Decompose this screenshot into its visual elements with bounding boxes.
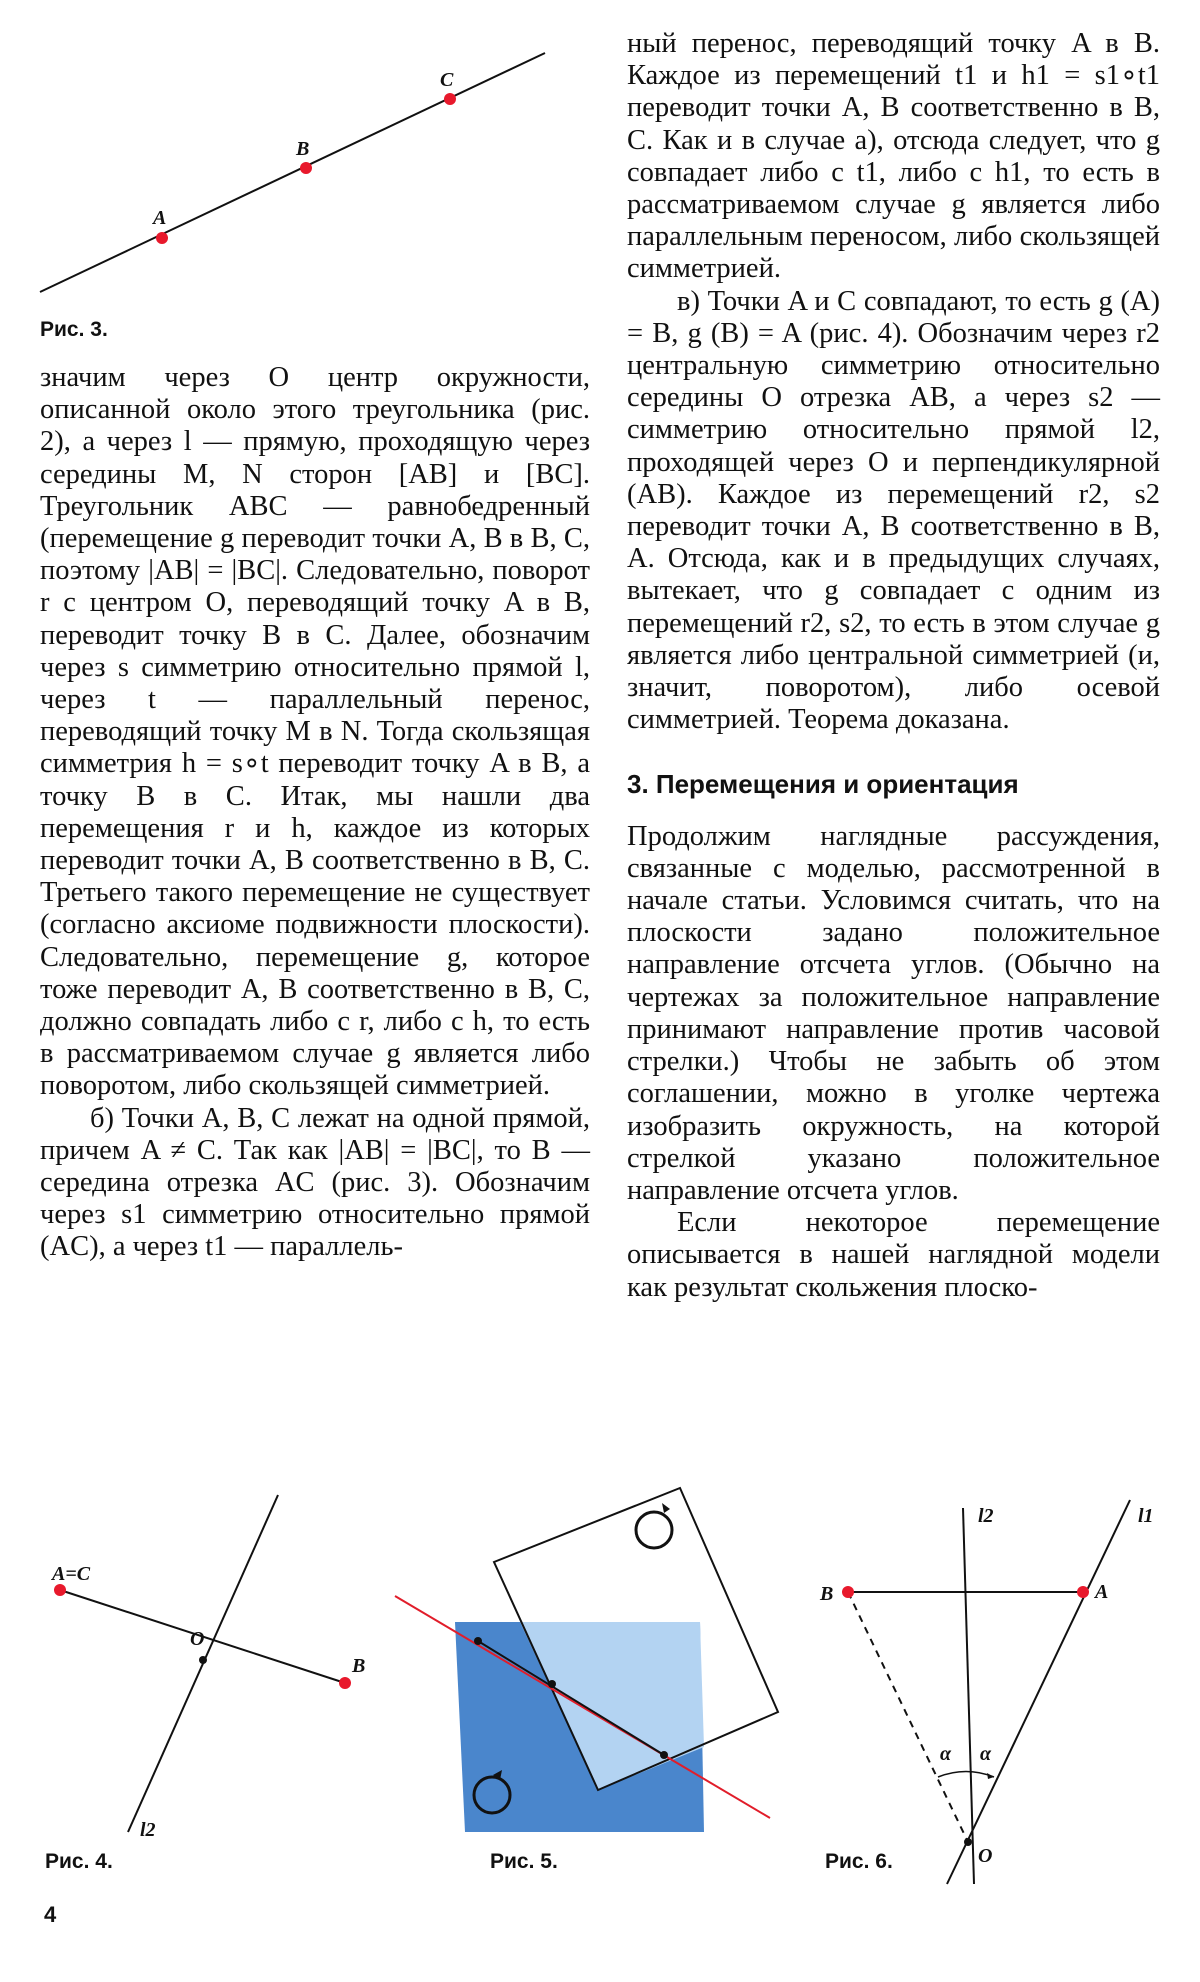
point-b: [300, 162, 312, 174]
page-number: 4: [44, 1902, 57, 1927]
point-c: [444, 93, 456, 105]
figure-5: [395, 1488, 778, 1832]
point-ac: [54, 1584, 66, 1596]
right-column: [627, 28, 1160, 1304]
label-l2-6: l2: [978, 1505, 994, 1527]
section-heading: 3. Перемещения и ориентация: [627, 769, 1019, 800]
label-a6: A: [1095, 1581, 1109, 1603]
left-column: [40, 362, 590, 1264]
right-paragraph-2: в) Точки A и C совпадают, то есть g (A) = B, g (B) = A (рис. 4). Обозначим через r2 центральную симметрию относительно середины O отрезка AB, а через s2 — симметрию относительно прямой l2, проходящей через O и перпендикулярной (AB). Каждое из перемещений r2, s2 переводит точки A, B соответственно в B, A. Отсюда, как и в предыдущих случаях, вытекает, что g совпадает с одним из перемещений r2, s2, то есть в этом случае g является либо центральной симметрией (и, значит, поворотом), либо осевой симметрией. Теорема доказана.: [627, 285, 1160, 736]
point-o: [199, 1656, 207, 1664]
label-b: B: [296, 138, 310, 160]
point-b4: [339, 1677, 351, 1689]
right-paragraph-1: ный перенос, переводящий точку A в B. Каждое из перемещений t1 и h1 = s1∘t1 переводит точки A, B соответственно в B, C. Как и в случае а), отсюда следует, что g совпадает либо с t1, либо с h1, то есть в рассматриваемом случае g является либо параллельным переносом, либо скользящей симметрией.: [627, 28, 1160, 285]
label-alpha-right: α: [980, 1743, 992, 1765]
right-paragraph-3: Продолжим наглядные рассуждения, связанные с моделью, рассмотренной в начале статьи. Условимся считать, что на плоскости задано положительное направление отсчета углов. (Обычно на чертежах за положительное направление принимают направление против часовой стрелки.) Чтобы не забыть об этом соглашении, можно в уголке чертежа изобразить окружность, на которой стрелкой указано положительное направление отсчета углов.: [627, 820, 1160, 1206]
orientation-circle-top: [636, 1512, 672, 1548]
caption-fig3: Рис. 3.: [40, 318, 108, 341]
left-paragraph-2: б) Точки A, B, C лежат на одной прямой, причем A ≠ C. Так как |AB| = |BC|, то B — середина отрезка AC (рис. 3). Обозначим через s1 симметрию относительно прямой (AC), а через t1 — параллель-: [40, 1102, 590, 1263]
label-b4: B: [352, 1655, 366, 1677]
label-ac: A=C: [52, 1563, 91, 1585]
caption-fig4: Рис. 4.: [45, 1850, 113, 1873]
point-a6: [1077, 1586, 1089, 1598]
label-c: C: [440, 69, 454, 91]
right-paragraph-4: Если некоторое перемещение описывается в нашей наглядной модели как результат скольжения плоско-: [627, 1207, 1160, 1303]
point-o6: [964, 1838, 972, 1846]
point-a: [156, 232, 168, 244]
point-b6: [842, 1586, 854, 1598]
caption-fig5: Рис. 5.: [490, 1850, 558, 1873]
label-l1: l1: [1138, 1505, 1154, 1527]
label-b6: B: [820, 1583, 834, 1605]
label-a: A: [153, 207, 167, 229]
caption-fig6: Рис. 6.: [825, 1850, 893, 1873]
label-o6: O: [978, 1845, 993, 1867]
label-o: O: [190, 1628, 205, 1650]
figure-3: [40, 53, 545, 292]
figure-6: [819, 1500, 1154, 1884]
label-alpha-left: α: [940, 1743, 952, 1765]
figure-4: [50, 1495, 365, 1841]
label-l2: l2: [140, 1819, 156, 1841]
left-paragraph-1: значим через O центр окружности, описанной около этого треугольника (рис. 2), а через l — прямую, проходящую через середины M, N сторон [AB] и [BC]. Треугольник ABC — равнобедренный (перемещение g переводит точки A, B в B, C, поэтому |AB| = |BC|. Следовательно, поворот r с центром O, переводящий точку A в B, переводит точку B в C. Далее, обозначим через s симметрию относительно прямой l, через t — параллельный перенос, переводящий точку M в N. Тогда скользящая симметрия h = s∘t переводит точку A в B, а точку B в C. Итак, мы нашли два перемещения r и h, каждое из которых переводит точки A, B соответственно в B, C. Третьего такого перемещение не существует (согласно аксиоме подвижности плоскости). Следовательно, перемещение g, которое тоже переводит A, B соответственно в B, C, должно совпадать либо с r, либо с h, то есть в рассматриваемом случае g является либо поворотом, либо скользящей симметрией.: [40, 362, 590, 1102]
